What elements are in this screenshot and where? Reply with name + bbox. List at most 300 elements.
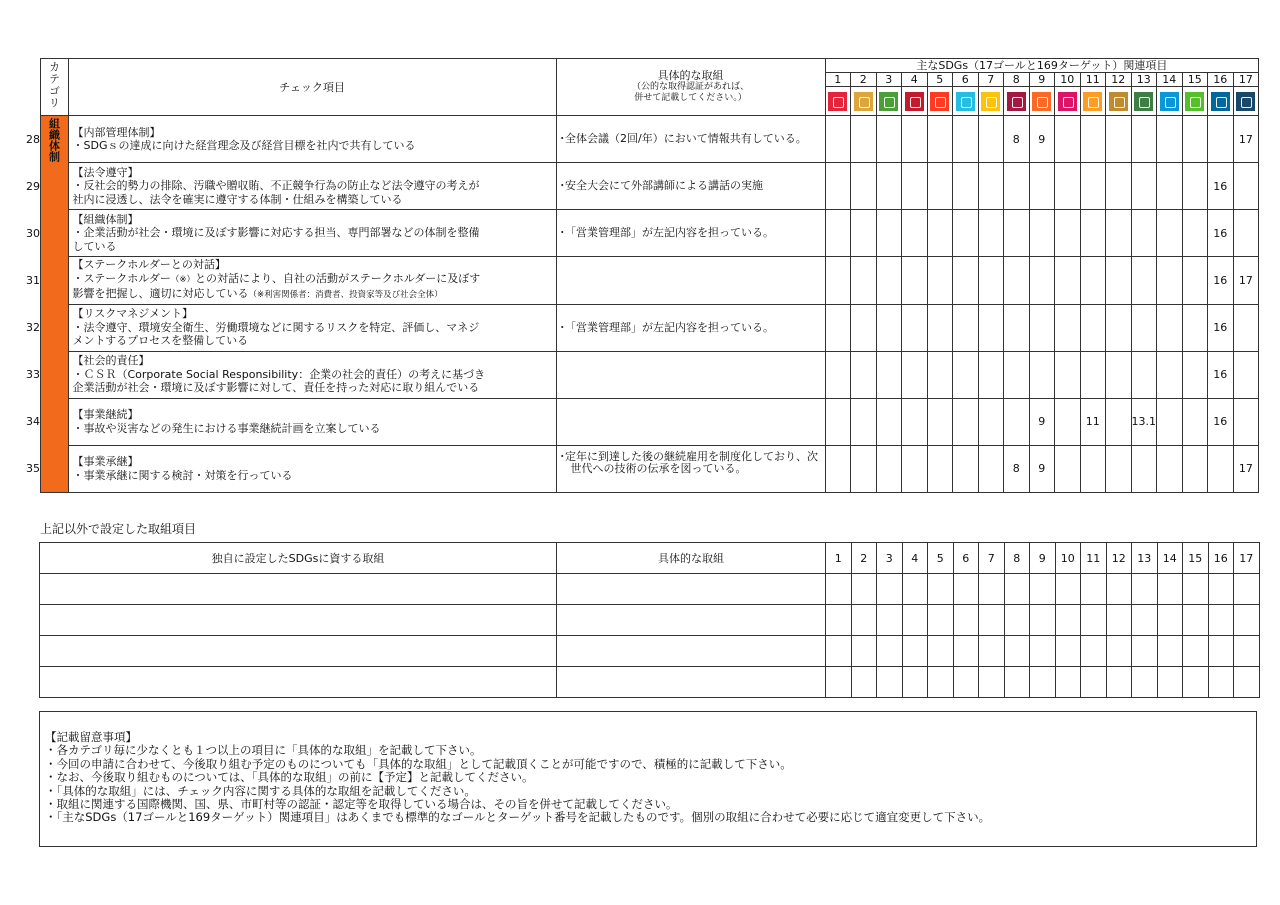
sdg-mark-cell[interactable]: [876, 116, 902, 163]
sdg-mark-cell[interactable]: [978, 304, 1004, 351]
sdg-mark-cell[interactable]: [902, 163, 928, 210]
sdg-mark-cell[interactable]: [1004, 257, 1030, 305]
original-initiative-cell[interactable]: [40, 636, 557, 667]
sdg-mark-cell[interactable]: [1080, 257, 1106, 305]
sdg-mark-cell[interactable]: [978, 257, 1004, 305]
sdg-goal-number: 17: [1233, 73, 1259, 87]
sdg-mark-cell[interactable]: [1182, 351, 1208, 398]
sdg-mark-cell[interactable]: [1004, 667, 1030, 698]
sdg-mark-cell[interactable]: [927, 163, 953, 210]
sdg-mark-cell[interactable]: [1080, 116, 1106, 163]
sdg-mark-cell[interactable]: [825, 163, 851, 210]
implementation-header-label: 具体的な取組: [657, 69, 724, 82]
sdg-mark-cell[interactable]: [851, 163, 877, 210]
sdg-mark-cell[interactable]: [1029, 304, 1055, 351]
sdg-mark-cell[interactable]: [1208, 667, 1234, 698]
sdg-mark-cell[interactable]: [1055, 605, 1081, 636]
sdg-mark-cell[interactable]: [953, 398, 979, 445]
sdg-goal-number: 11: [1080, 73, 1106, 87]
implementation-cell[interactable]: [556, 116, 825, 163]
sdg-mark-cell[interactable]: [1055, 210, 1081, 257]
sdg-mark-cell[interactable]: [1106, 351, 1132, 398]
sdg-header-title: 主なSDGs（17ゴールと169ターゲット）関連項目: [825, 59, 1259, 73]
sdg-mark-cell[interactable]: [1029, 163, 1055, 210]
sdg-mark-cell[interactable]: [928, 605, 954, 636]
sdg-mark-cell[interactable]: [1132, 605, 1158, 636]
implementation-cell[interactable]: [556, 257, 825, 305]
sdg-mark-cell[interactable]: [1080, 163, 1106, 210]
sdg-mark-cell[interactable]: [877, 574, 903, 605]
sdg-goal-number: 10: [1055, 543, 1081, 574]
sdg-mark-cell[interactable]: [1030, 636, 1056, 667]
check-item-text: ・反社会的勢力の排除、汚職や贈収賄、不正競争行為の防止など法令遵守の考えが: [72, 179, 480, 193]
sdg-goal-number: 17: [1234, 543, 1260, 574]
sdg-goal-number: 11: [1081, 543, 1107, 574]
check-item-note: （※利害関係者：消費者、投資家等及び社会全体）: [248, 290, 443, 300]
sdg-mark-cell[interactable]: [978, 163, 1004, 210]
sdg-mark-cell[interactable]: [953, 667, 979, 698]
sdg-mark-cell[interactable]: [978, 398, 1004, 445]
category-header: [40, 59, 68, 116]
sdg-mark-cell[interactable]: [876, 210, 902, 257]
sdg-mark-cell[interactable]: [1208, 445, 1234, 492]
check-item: [68, 445, 556, 492]
sdg-mark-cell[interactable]: [953, 445, 979, 492]
sdg-mark-cell[interactable]: 8: [1004, 116, 1030, 163]
sdg-mark-cell[interactable]: [902, 445, 928, 492]
sdg-mark-cell[interactable]: 13.1: [1131, 398, 1157, 445]
sdg-mark-cell[interactable]: [851, 667, 877, 698]
sdg-mark-cell[interactable]: [1183, 667, 1209, 698]
sdg-goal-number: 12: [1106, 73, 1132, 87]
sdg-mark-cell[interactable]: [1182, 398, 1208, 445]
implementation-text: 世代への技術の伝承を図っている。: [559, 461, 747, 475]
sdg-mark-cell[interactable]: [826, 605, 852, 636]
sdg-mark-cell[interactable]: [825, 257, 851, 305]
sdg-mark-cell[interactable]: [1004, 304, 1030, 351]
sdg-mark-cell[interactable]: [1157, 116, 1183, 163]
check-item-heading: 【社会的責任】: [72, 354, 150, 368]
check-item: [68, 304, 556, 351]
implementation-cell[interactable]: [557, 636, 826, 667]
sdg-mark-cell[interactable]: [876, 351, 902, 398]
sdg-mark-cell[interactable]: [1004, 574, 1030, 605]
sdg-mark-cell[interactable]: [979, 574, 1005, 605]
sdg-mark-cell[interactable]: [876, 304, 902, 351]
sdg-mark-cell[interactable]: [1030, 605, 1056, 636]
sdg-mark-cell[interactable]: [1004, 636, 1030, 667]
sdg-mark-cell[interactable]: [1157, 667, 1183, 698]
original-initiative-cell[interactable]: [40, 574, 557, 605]
sdg-mark-cell[interactable]: [1182, 210, 1208, 257]
sdg-mark-cell[interactable]: [953, 605, 979, 636]
implementation-cell[interactable]: [557, 667, 826, 698]
sdg-mark-cell[interactable]: [1208, 605, 1234, 636]
sdg-mark-cell[interactable]: [825, 351, 851, 398]
sdg-mark-cell[interactable]: [1132, 636, 1158, 667]
implementation-header: 具体的な取組: [557, 543, 826, 574]
sdg-mark-cell[interactable]: [902, 574, 928, 605]
sdg-mark-cell[interactable]: [1106, 574, 1132, 605]
sdg-mark-cell[interactable]: [1030, 574, 1056, 605]
row-number: 32: [26, 321, 40, 334]
sdg-mark-cell[interactable]: [1055, 304, 1081, 351]
sdg-goal-number: 1: [826, 543, 852, 574]
sdg-goal-8-icon: [1007, 92, 1026, 111]
category-cell: [40, 116, 68, 493]
note-line: ・今回の申請に合わせて、今後取り組む予定のものについても「具体的な取組」として記載頂くことが可能ですので、積極的に記載して下さい。: [45, 756, 792, 771]
sdg-goal-number: 6: [953, 543, 979, 574]
sdg-mark-cell[interactable]: [1030, 667, 1056, 698]
sdg-mark-cell[interactable]: [953, 636, 979, 667]
sdg-mark-cell[interactable]: [851, 605, 877, 636]
sdg-mark-cell[interactable]: [979, 636, 1005, 667]
sdg-mark-cell[interactable]: [1081, 605, 1107, 636]
implementation-cell[interactable]: [556, 351, 825, 398]
sdg-icon-cell: [851, 87, 877, 116]
sdg-mark-cell[interactable]: [1106, 116, 1132, 163]
sdg-goal-number: 8: [1004, 543, 1030, 574]
sdg-mark-cell[interactable]: [928, 574, 954, 605]
sdg-mark-cell[interactable]: [928, 667, 954, 698]
sdg-mark-cell[interactable]: [1004, 210, 1030, 257]
sdg-mark-cell[interactable]: [825, 445, 851, 492]
sdg-mark-cell[interactable]: [1131, 116, 1157, 163]
sdg-mark-cell[interactable]: [1106, 636, 1132, 667]
sdg-mark-cell[interactable]: [1106, 304, 1132, 351]
sdg-mark-cell[interactable]: [1157, 636, 1183, 667]
sdg-mark-cell[interactable]: [979, 667, 1005, 698]
sdg-mark-cell[interactable]: [1157, 210, 1183, 257]
implementation-cell[interactable]: [556, 210, 825, 257]
implementation-cell[interactable]: [557, 574, 826, 605]
sdg-mark-cell[interactable]: [902, 667, 928, 698]
other-input-row: [40, 605, 1260, 636]
sdg-goal-number: 3: [877, 543, 903, 574]
sdg-mark-cell[interactable]: [1004, 398, 1030, 445]
sdg-mark-cell[interactable]: [1234, 574, 1260, 605]
sdg-mark-cell[interactable]: [1055, 636, 1081, 667]
sdg-goal-number: 13: [1131, 73, 1157, 87]
sdg-mark-cell[interactable]: [1004, 163, 1030, 210]
sdg-icon-cell: [1182, 87, 1208, 116]
sdg-mark-cell[interactable]: [1106, 605, 1132, 636]
check-item: [68, 351, 556, 398]
sdg-mark-cell[interactable]: [1183, 605, 1209, 636]
sdg-mark-cell[interactable]: 16: [1208, 351, 1234, 398]
sdg-goal-number: 16: [1208, 543, 1234, 574]
sdg-icon-cell: [1131, 87, 1157, 116]
sdg-mark-cell[interactable]: [825, 116, 851, 163]
sdg-mark-cell[interactable]: [1233, 351, 1259, 398]
sdg-mark-cell[interactable]: [927, 257, 953, 305]
sdg-mark-cell[interactable]: [1183, 636, 1209, 667]
check-item-heading: 【組織体制】: [72, 212, 139, 226]
sdg-mark-cell[interactable]: [1234, 605, 1260, 636]
sdg-goal-number: 7: [979, 543, 1005, 574]
implementation-cell[interactable]: [556, 163, 825, 210]
check-row: [26, 163, 1259, 210]
sdg-mark-cell[interactable]: [902, 304, 928, 351]
sdg-mark-cell[interactable]: [825, 398, 851, 445]
sdg-mark-cell[interactable]: [826, 636, 852, 667]
sdg-mark-cell[interactable]: [1106, 257, 1132, 305]
sdg-mark-cell[interactable]: [1157, 257, 1183, 305]
sdg-mark-cell[interactable]: 16: [1208, 163, 1234, 210]
sdg-mark-cell[interactable]: [1233, 210, 1259, 257]
sdg-mark-cell[interactable]: [1080, 351, 1106, 398]
sdg-mark-cell[interactable]: 9: [1029, 398, 1055, 445]
sdg-mark-cell[interactable]: 16: [1208, 398, 1234, 445]
implementation-cell[interactable]: [556, 304, 825, 351]
check-item-heading: 【事業承継】: [72, 455, 139, 468]
sdg-goal-14-icon: [1160, 92, 1179, 111]
check-item: [68, 398, 556, 445]
sdg-mark-cell[interactable]: 16: [1208, 304, 1234, 351]
check-item-text: 社内に浸透し、法令を確実に遵守する体制・仕組みを構築している: [72, 192, 403, 206]
sdg-icon-cell: [978, 87, 1004, 116]
check-row: [26, 257, 1259, 305]
sdg-mark-cell[interactable]: [1055, 163, 1081, 210]
sdg-mark-cell[interactable]: [1157, 163, 1183, 210]
sdg-mark-cell[interactable]: 8: [1004, 445, 1030, 492]
sdg-mark-cell[interactable]: [978, 210, 1004, 257]
sdg-mark-cell[interactable]: [876, 445, 902, 492]
sdg-mark-cell[interactable]: [927, 304, 953, 351]
implementation-cell[interactable]: [557, 605, 826, 636]
sdg-mark-cell[interactable]: [877, 667, 903, 698]
sdg-mark-cell[interactable]: [1234, 667, 1260, 698]
sdg-goal-number: 5: [927, 73, 953, 87]
check-item-heading: 【事業継続】: [72, 408, 139, 421]
sdg-mark-cell[interactable]: [1157, 605, 1183, 636]
sdg-mark-cell[interactable]: [876, 398, 902, 445]
sdg-mark-cell[interactable]: [1106, 667, 1132, 698]
sdg-mark-cell[interactable]: [876, 163, 902, 210]
check-item-text: ・SDGｓの達成に向けた経営理念及び経営目標を社内で共有している: [72, 139, 416, 152]
sdg-mark-cell[interactable]: [1081, 574, 1107, 605]
sdg-mark-cell[interactable]: [927, 210, 953, 257]
sdg-mark-cell[interactable]: [1055, 257, 1081, 305]
sdg-mark-cell[interactable]: [851, 257, 877, 305]
sdg-mark-cell[interactable]: 17: [1233, 257, 1259, 305]
sdg-mark-cell[interactable]: [1157, 304, 1183, 351]
sdg-mark-cell[interactable]: [1131, 304, 1157, 351]
sdg-mark-cell[interactable]: [1055, 667, 1081, 698]
sdg-mark-cell[interactable]: [1081, 636, 1107, 667]
sdg-mark-cell[interactable]: [1208, 574, 1234, 605]
check-item-heading: 【法令遵守】: [72, 165, 139, 179]
sdg-mark-cell[interactable]: [902, 605, 928, 636]
sdg-mark-cell[interactable]: [851, 636, 877, 667]
sdg-goal-number: 9: [1030, 543, 1056, 574]
sdg-mark-cell[interactable]: [1131, 445, 1157, 492]
sdg-mark-cell[interactable]: [1157, 398, 1183, 445]
sdg-mark-cell[interactable]: [1233, 163, 1259, 210]
sdg-mark-cell[interactable]: [1004, 351, 1030, 398]
sdg-mark-cell[interactable]: 17: [1233, 116, 1259, 163]
sdg-mark-cell[interactable]: [1233, 398, 1259, 445]
sdg-mark-cell[interactable]: [953, 163, 979, 210]
sdg-mark-cell[interactable]: [1182, 257, 1208, 305]
check-item-text: メントするプロセスを整備している: [72, 334, 249, 348]
sdg-goal-number: 9: [1029, 73, 1055, 87]
sdg-mark-cell[interactable]: [1131, 351, 1157, 398]
sdg-mark-cell[interactable]: [902, 398, 928, 445]
sdg-mark-cell[interactable]: [826, 667, 852, 698]
sdg-mark-cell[interactable]: [902, 351, 928, 398]
sdg-mark-cell[interactable]: [1182, 445, 1208, 492]
other-header-row: [40, 543, 1260, 574]
sdg-mark-cell[interactable]: [1106, 445, 1132, 492]
check-item-text: ・企業活動が社会・環境に及ぼす影響に対応する担当、専門部署などの体制を整備: [72, 226, 480, 240]
sdg-mark-cell[interactable]: [1182, 304, 1208, 351]
sdg-mark-cell[interactable]: [1208, 116, 1234, 163]
sdg-mark-cell[interactable]: [1080, 304, 1106, 351]
sdg-mark-cell[interactable]: [979, 605, 1005, 636]
sdg-mark-cell[interactable]: 16: [1208, 257, 1234, 305]
sdg-goal-number: 8: [1004, 73, 1030, 87]
sdg-goal-16-icon: [1211, 92, 1230, 111]
sdg-mark-cell[interactable]: [1208, 636, 1234, 667]
sdg-mark-cell[interactable]: [851, 304, 877, 351]
sdg-goal-12-icon: [1109, 92, 1128, 111]
sdg-mark-cell[interactable]: [1131, 257, 1157, 305]
sdg-mark-cell[interactable]: [1055, 574, 1081, 605]
sdg-mark-cell[interactable]: [1004, 605, 1030, 636]
sdg-mark-cell[interactable]: [902, 257, 928, 305]
sdg-mark-cell[interactable]: [876, 257, 902, 305]
check-item-text-part: ・ステークホルダー: [72, 271, 171, 285]
sdg-mark-cell[interactable]: [1182, 116, 1208, 163]
sdg-mark-cell[interactable]: [927, 398, 953, 445]
sdg-mark-cell[interactable]: [825, 210, 851, 257]
sdg-mark-cell[interactable]: [1182, 163, 1208, 210]
sdg-mark-cell[interactable]: [953, 116, 979, 163]
check-row: [26, 210, 1259, 257]
sdg-mark-cell[interactable]: [1080, 210, 1106, 257]
sdg-mark-cell[interactable]: [1029, 351, 1055, 398]
check-item-text: [73, 287, 553, 303]
sdg-mark-cell[interactable]: [877, 636, 903, 667]
sdg-mark-cell[interactable]: [1233, 304, 1259, 351]
row-number: 31: [26, 273, 40, 287]
sdg-mark-cell[interactable]: [877, 605, 903, 636]
sdg-mark-cell[interactable]: [927, 445, 953, 492]
header-row: [26, 59, 1259, 73]
sdg-mark-cell[interactable]: [825, 304, 851, 351]
sdg-mark-cell[interactable]: [1055, 398, 1081, 445]
sdg-mark-cell[interactable]: 9: [1029, 116, 1055, 163]
sdg-mark-cell[interactable]: [1131, 163, 1157, 210]
sdg-mark-cell[interactable]: 16: [1208, 210, 1234, 257]
sdg-mark-cell[interactable]: [851, 574, 877, 605]
sdg-mark-cell[interactable]: [902, 636, 928, 667]
sdg-mark-cell[interactable]: [851, 398, 877, 445]
sdg-mark-cell[interactable]: [1080, 445, 1106, 492]
row-number: 35: [26, 462, 40, 475]
sdg-mark-cell[interactable]: [953, 304, 979, 351]
sdg-icon-cell: [953, 87, 979, 116]
sdg-mark-cell[interactable]: [1183, 574, 1209, 605]
sdg-mark-cell[interactable]: [1157, 445, 1183, 492]
implementation-cell[interactable]: [556, 445, 825, 492]
sdg-mark-cell[interactable]: [851, 445, 877, 492]
sdg-goal-number: 2: [851, 73, 877, 87]
sdg-mark-cell[interactable]: [1055, 116, 1081, 163]
sdg-mark-cell[interactable]: [1106, 163, 1132, 210]
sdg-icon-cell: [825, 87, 851, 116]
sdg-mark-cell[interactable]: [978, 116, 1004, 163]
sdg-goal-number: 3: [876, 73, 902, 87]
row-number-spacer: [26, 73, 40, 87]
implementation-header-note: 併せて記載してください。）: [634, 93, 747, 103]
sdg-mark-cell[interactable]: [1081, 667, 1107, 698]
sdg-mark-cell[interactable]: [1157, 351, 1183, 398]
sdg-mark-cell[interactable]: [1157, 574, 1183, 605]
other-input-row: [40, 667, 1260, 698]
sdg-mark-cell[interactable]: [1055, 445, 1081, 492]
sdg-mark-cell[interactable]: [851, 351, 877, 398]
sdg-mark-cell[interactable]: [902, 210, 928, 257]
sdg-mark-cell[interactable]: [953, 351, 979, 398]
sdg-mark-cell[interactable]: [1106, 210, 1132, 257]
sdg-mark-cell[interactable]: 17: [1233, 445, 1259, 492]
note-line: ・各カテゴリ毎に少なくとも１つ以上の項目に「具体的な取組」を記載して下さい。: [45, 743, 482, 758]
sdg-mark-cell[interactable]: [953, 257, 979, 305]
sdg-mark-cell[interactable]: [902, 116, 928, 163]
sdg-mark-cell[interactable]: [978, 445, 1004, 492]
check-item: [68, 210, 556, 257]
sdg-mark-cell[interactable]: [1132, 574, 1158, 605]
original-initiative-cell[interactable]: [40, 605, 557, 636]
sdg-mark-cell[interactable]: [1029, 210, 1055, 257]
sdg-mark-cell[interactable]: [1234, 636, 1260, 667]
sdg-mark-cell[interactable]: [851, 210, 877, 257]
sdg-mark-cell[interactable]: [928, 636, 954, 667]
sdg-mark-cell[interactable]: [1132, 667, 1158, 698]
sdg-mark-cell[interactable]: [1106, 398, 1132, 445]
sdg-goal-number: 5: [928, 543, 954, 574]
sdg-mark-cell[interactable]: [953, 574, 979, 605]
sdg-check-table: [26, 58, 1259, 493]
original-initiative-header: 独自に設定したSDGsに資する取組: [40, 543, 557, 574]
implementation-cell[interactable]: [556, 398, 825, 445]
sdg-mark-cell[interactable]: 11: [1080, 398, 1106, 445]
sdg-mark-cell[interactable]: 9: [1029, 445, 1055, 492]
implementation-header: [556, 59, 825, 116]
other-input-row: [40, 636, 1260, 667]
sdg-mark-cell[interactable]: [851, 116, 877, 163]
sdg-mark-cell[interactable]: [927, 351, 953, 398]
sdg-mark-cell[interactable]: [927, 116, 953, 163]
sdg-mark-cell[interactable]: [1055, 351, 1081, 398]
sdg-mark-cell[interactable]: [1029, 257, 1055, 305]
note-line: ・「具体的な取組」には、チェック内容に関する具体的な取組を記載してください。: [45, 783, 476, 798]
row-number: 34: [26, 415, 40, 428]
sdg-mark-cell[interactable]: [1131, 210, 1157, 257]
sdg-goal-number: 7: [978, 73, 1004, 87]
sdg-goal-5-icon: [930, 92, 949, 111]
implementation-header-note: （公的な取得認証があれば、: [631, 82, 749, 92]
sdg-goal-17-icon: [1236, 92, 1255, 111]
sdg-goal-2-icon: [854, 92, 873, 111]
sdg-mark-cell[interactable]: [978, 351, 1004, 398]
sdg-mark-cell[interactable]: [826, 574, 852, 605]
original-initiative-cell[interactable]: [40, 667, 557, 698]
sdg-mark-cell[interactable]: [953, 210, 979, 257]
sdg-icon-cell: [1233, 87, 1259, 116]
